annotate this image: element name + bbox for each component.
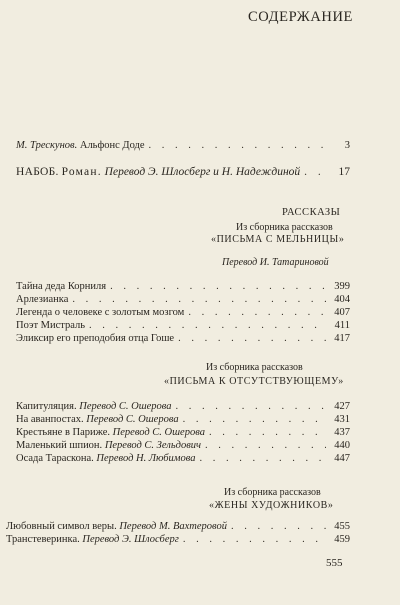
entry-page-number: 440 — [334, 440, 350, 451]
collection-intro: Из сборника рассказов — [224, 487, 321, 498]
toc-entry — [16, 452, 350, 465]
collection-intro: Из сборника рассказов — [206, 362, 303, 373]
entry-page-number: 17 — [338, 166, 350, 178]
entry-title: Легенда о человеке с золотым мозгом — [16, 307, 185, 318]
toc-entry — [16, 306, 350, 319]
entry-page-number: 427 — [334, 401, 350, 412]
entry-page-number: 417 — [334, 333, 350, 344]
dot-leader — [199, 452, 326, 465]
collection-title: «ПИСЬМА К ОТСУТСТВУЮЩЕМУ» — [164, 376, 344, 387]
entry-translator: Перевод Н. Любимова — [96, 453, 196, 464]
entry-title: Транстеверинка. — [6, 534, 80, 545]
entry-page-number: 399 — [334, 281, 350, 292]
toc-entry — [16, 319, 350, 332]
dot-leader — [183, 533, 326, 546]
dot-leader — [149, 139, 326, 152]
entry-text — [16, 400, 172, 413]
entry-title: Маленький шпион. — [16, 440, 103, 451]
entry-page-number: 459 — [334, 534, 350, 545]
section-heading: РАССКАЗЫ — [282, 207, 341, 218]
dot-leader — [72, 293, 326, 306]
toc-entry — [16, 413, 350, 426]
entry-text — [6, 520, 227, 533]
page-title: СОДЕРЖАНИЕ — [248, 9, 353, 25]
toc-entry-introduction — [16, 139, 350, 152]
dot-leader — [205, 439, 326, 452]
collection-title: «ПИСЬМА С МЕЛЬНИЦЫ» — [211, 234, 345, 245]
entry-translator: Перевод С. Ошерова — [86, 414, 179, 425]
entry-page-number: 407 — [334, 307, 350, 318]
entry-text — [16, 413, 179, 426]
entry-text — [6, 533, 179, 546]
entry-page-number: 411 — [334, 320, 350, 331]
entry-title: На аванпостах. — [16, 414, 84, 425]
toc-entry — [16, 280, 350, 293]
toc-entry — [16, 293, 350, 306]
dot-leader — [209, 426, 326, 439]
dot-leader — [183, 413, 326, 426]
toc-entry-text — [16, 139, 145, 152]
dot-leader — [110, 280, 326, 293]
page-number: 555 — [326, 557, 343, 569]
entry-translator: Перевод Э. Шлосберг — [82, 534, 179, 545]
entry-title: Эликсир его преподобия отца Гоше — [16, 333, 175, 344]
toc-entry-text — [16, 166, 300, 179]
entry-page-number: 404 — [334, 294, 350, 305]
entry-translator: Перевод М. Вахтеровой — [119, 521, 227, 532]
dot-leader — [231, 520, 326, 533]
collection-translator: Перевод И. Татариновой — [222, 257, 329, 268]
entry-page-number: 455 — [334, 521, 350, 532]
entry-page-number: 3 — [344, 140, 350, 151]
entry-translator: Перевод С. Ошерова — [79, 401, 172, 412]
entry-title: Арлезианка — [16, 294, 69, 305]
entry-title: Любовный символ веры. — [6, 521, 117, 532]
toc-entry — [16, 426, 350, 439]
toc-entry — [16, 332, 350, 345]
entry-translator: Перевод С. Ошерова — [112, 427, 205, 438]
dot-leader — [188, 306, 326, 319]
entry-author: М. Трескунов. — [16, 140, 78, 151]
dot-leader — [178, 332, 326, 345]
collection-intro: Из сборника рассказов — [236, 222, 333, 233]
dot-leader — [176, 400, 326, 413]
entry-title: Крестьяне в Париже. — [16, 427, 111, 438]
toc-entry — [16, 439, 350, 452]
toc-entry — [6, 520, 350, 533]
toc-entry-novel — [16, 166, 350, 179]
entry-text — [16, 439, 201, 452]
entry-translator: Перевод С. Зельдович — [104, 440, 202, 451]
entry-title: Капитуляция. — [16, 401, 77, 412]
entry-title: Альфонс Доде — [79, 140, 145, 151]
entry-page-number: 431 — [334, 414, 350, 425]
entry-translator: Перевод Э. Шлосберг и Н. Надеждиной — [104, 166, 301, 178]
entry-title: НАБОБ. — [16, 166, 59, 178]
toc-entry — [16, 400, 350, 413]
entry-title: Осада Тараскона. — [16, 453, 94, 464]
dot-leader — [304, 166, 326, 179]
entry-title: Тайна деда Корниля — [16, 281, 107, 292]
entry-page-number: 437 — [334, 427, 350, 438]
toc-entry — [6, 533, 350, 546]
collection-title: «ЖЕНЫ ХУДОЖНИКОВ» — [209, 500, 334, 511]
entry-page-number: 447 — [334, 453, 350, 464]
entry-text — [16, 426, 205, 439]
entry-text — [16, 452, 195, 465]
entry-kind: Роман. — [61, 166, 102, 178]
dot-leader — [89, 319, 326, 332]
entry-title: Поэт Мистраль — [16, 320, 86, 331]
